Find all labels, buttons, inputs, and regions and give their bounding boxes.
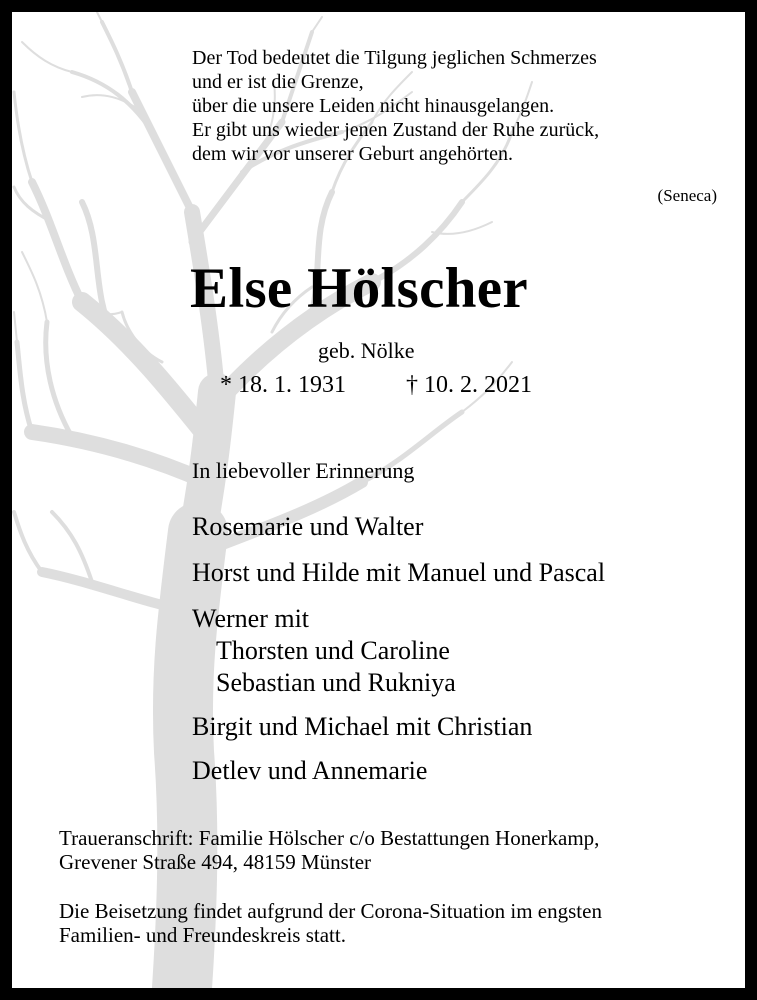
quote-line: Der Tod bedeutet die Tilgung jeglichen Schmerzes: [192, 47, 597, 69]
mourning-address: Grevener Straße 494, 48159 Münster: [59, 850, 372, 874]
mourner-line: Sebastian und Rukniya: [216, 668, 456, 697]
mourner-line: Birgit und Michael mit Christian: [192, 712, 533, 741]
mourner-line: Detlev und Annemarie: [192, 756, 428, 785]
burial-notice: Familien- und Freundeskreis statt.: [59, 923, 346, 947]
death-date: † 10. 2. 2021: [406, 372, 532, 398]
mourner-line: Werner mit: [192, 604, 310, 633]
quote-source: (Seneca): [657, 186, 717, 205]
remembrance-intro: In liebevoller Erinnerung: [192, 458, 415, 483]
maiden-name: geb. Nölke: [318, 338, 415, 363]
birth-date: * 18. 1. 1931: [220, 372, 346, 398]
mourner-line: Horst und Hilde mit Manuel und Pascal: [192, 558, 606, 587]
quote-line: Er gibt uns wieder jenen Zustand der Ruhe zurück,: [192, 119, 600, 141]
mourner-line: Thorsten und Caroline: [216, 636, 450, 665]
burial-notice: Die Beisetzung findet aufgrund der Corona-Situation im engsten: [59, 899, 602, 923]
mourner-line: Rosemarie und Walter: [192, 512, 424, 541]
mourning-address: Traueranschrift: Familie Hölscher c/o Bestattungen Honerkamp,: [59, 826, 600, 850]
deceased-name: Else Hölscher: [190, 257, 528, 320]
quote-line: und er ist die Grenze,: [192, 71, 364, 93]
quote-line: dem wir vor unserer Geburt angehörten.: [192, 143, 513, 165]
quote-line: über die unsere Leiden nicht hinausgelangen.: [192, 95, 555, 117]
